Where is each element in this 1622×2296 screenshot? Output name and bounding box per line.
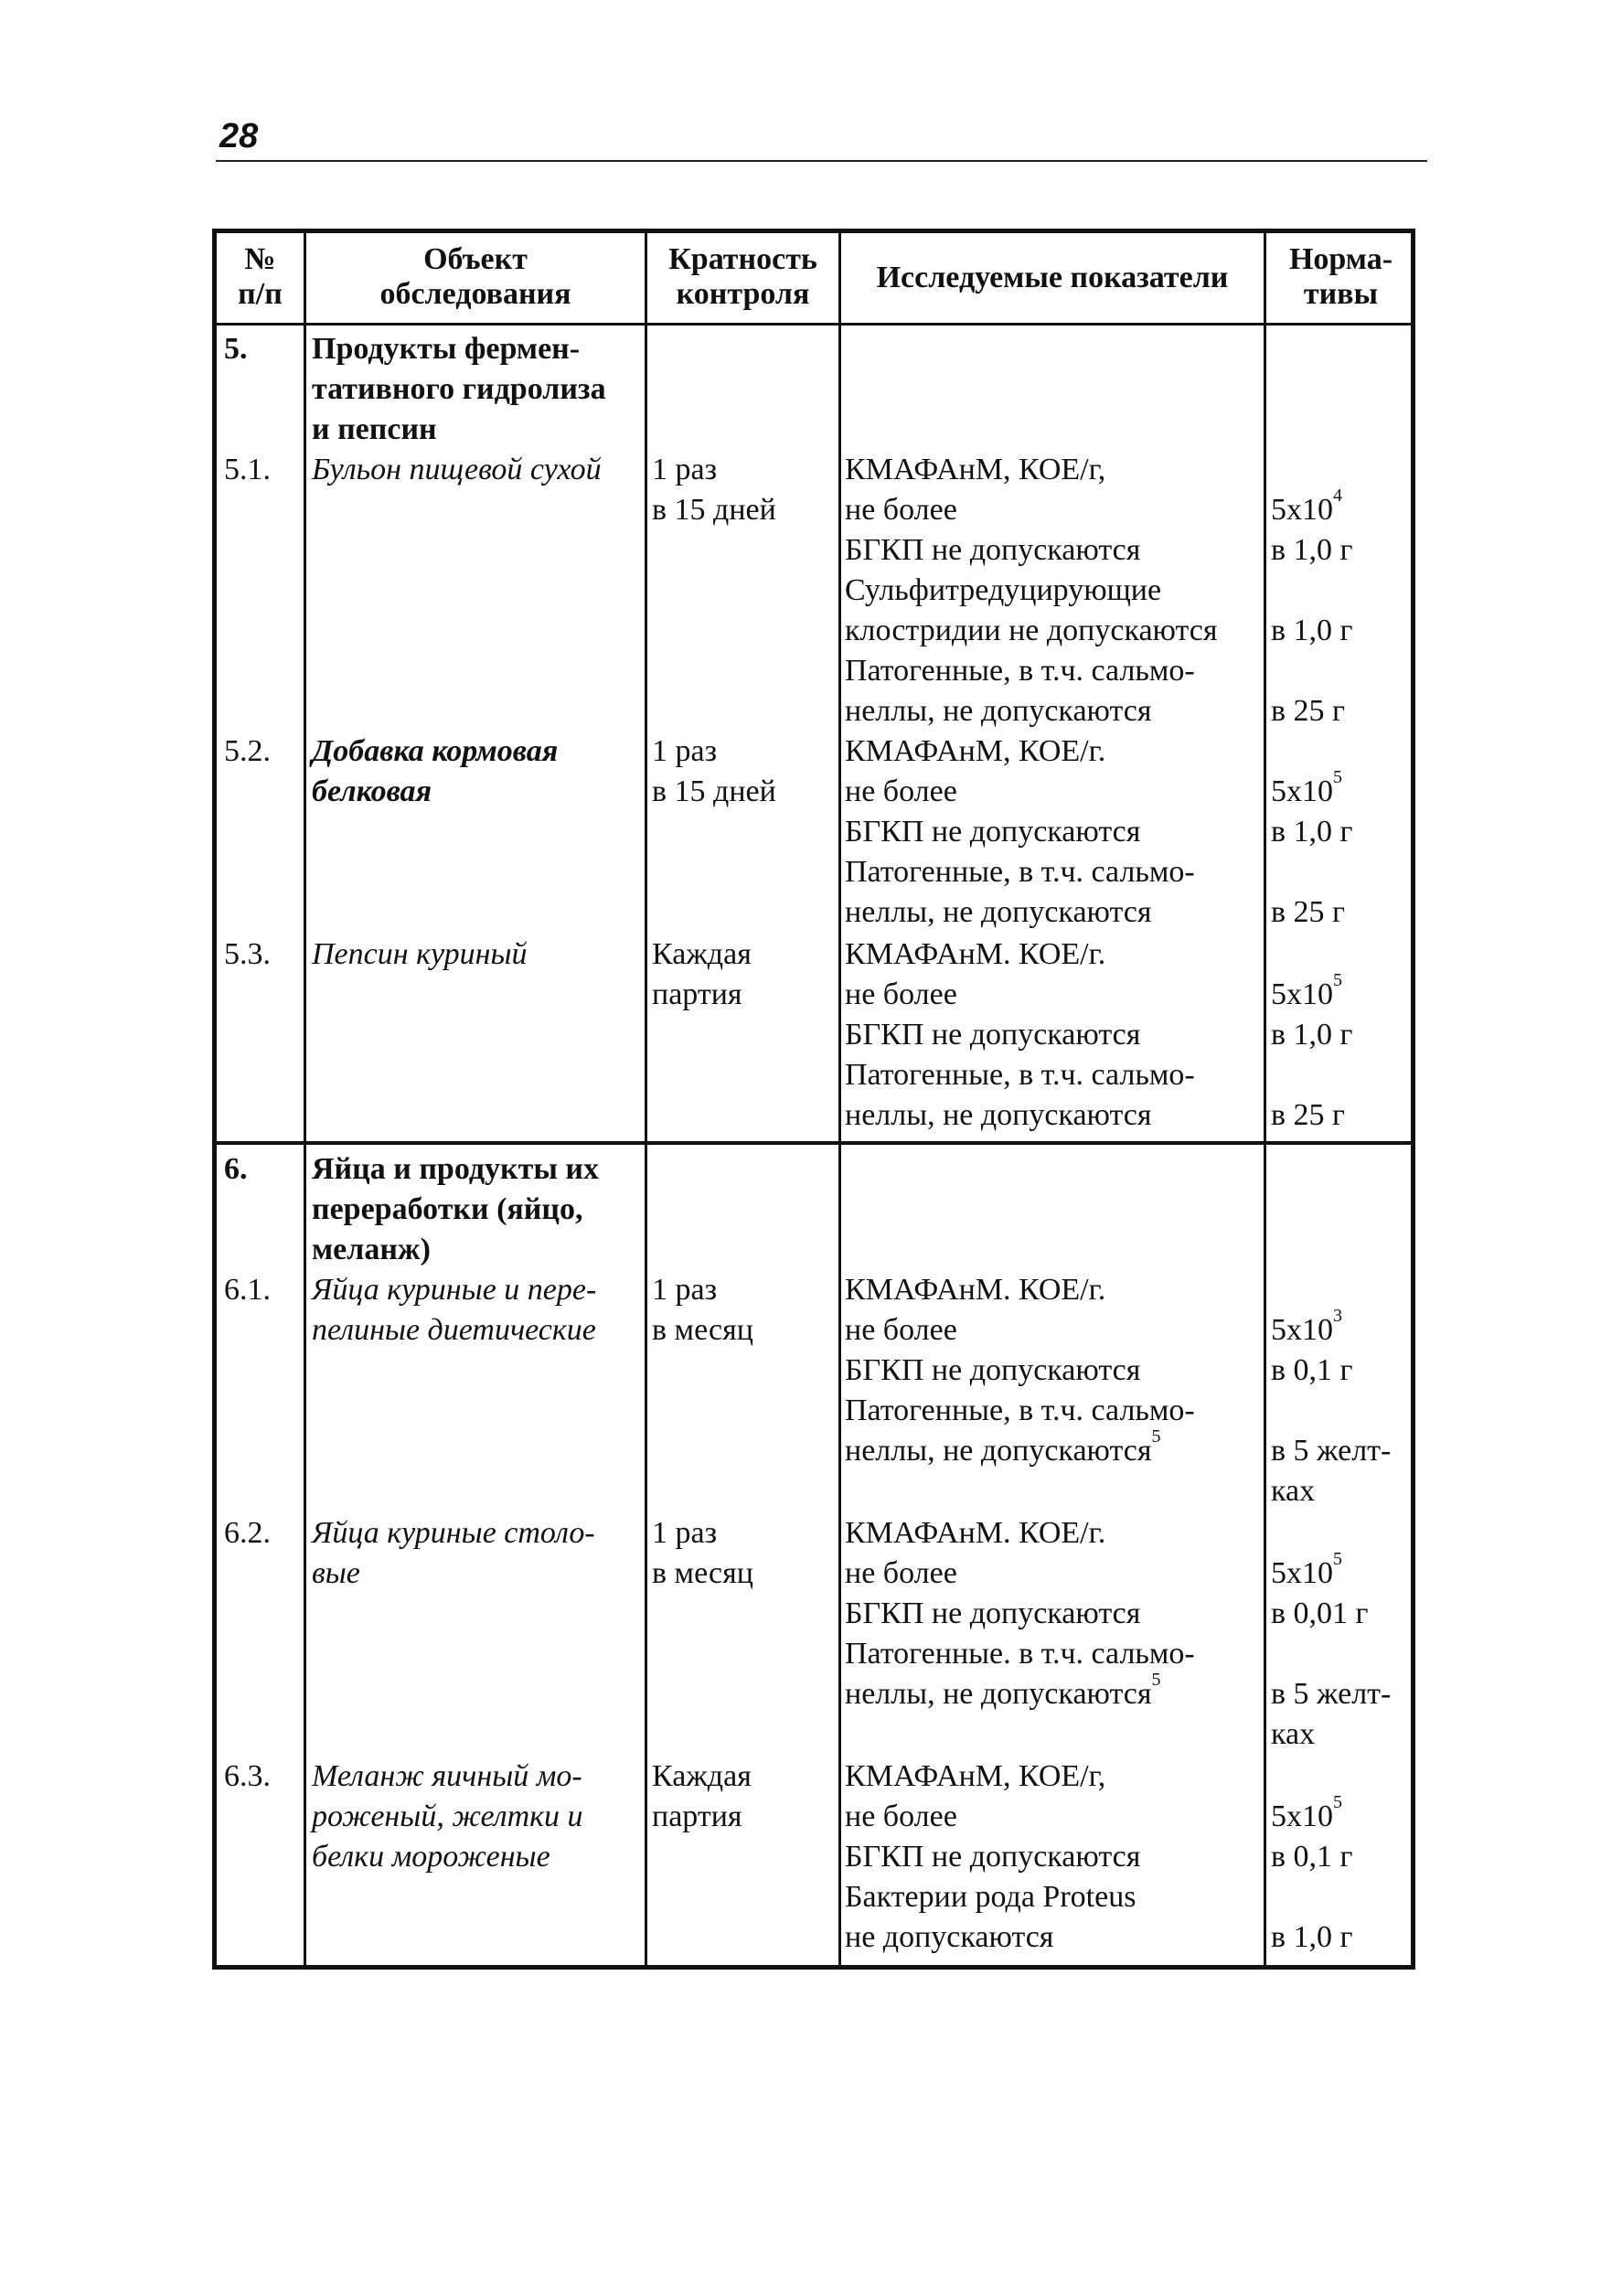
norm-value: $5x10^3$ bbox=[1271, 1306, 1342, 1347]
item-object: Бульон пищевой сухой bbox=[312, 453, 602, 486]
col-divider bbox=[1264, 233, 1266, 1965]
norm-value: в 5 желт- ках bbox=[1271, 1434, 1392, 1508]
item-num: 6.3. bbox=[224, 1759, 271, 1793]
item-indicators: КМАФАнМ. КОЕ/г. не более БГКП не допускаются Патогенные. в т.ч. сальмо- неллы, не допускаются$^5$ bbox=[845, 1516, 1195, 1711]
norm-value: в 0,1 г bbox=[1271, 1840, 1353, 1874]
norm-value: $5x10^5$ bbox=[1271, 1792, 1342, 1833]
item-frequency: 1 раз в 15 дней bbox=[652, 734, 776, 808]
col-divider bbox=[304, 233, 306, 1965]
item-object: Яйца куриные и пере- пелиные диетические bbox=[312, 1273, 597, 1347]
norm-value: $5x10^4$ bbox=[1271, 486, 1342, 527]
item-indicators: КМАФАнМ. КОЕ/г. не более БГКП не допускаются Патогенные, в т.ч. сальмо- неллы, не допускаются$^5$ bbox=[845, 1273, 1195, 1468]
norm-value: $5x10^5$ bbox=[1271, 767, 1342, 808]
header-indicators: Исследуемые показатели bbox=[876, 261, 1229, 294]
norm-value: в 1,0 г bbox=[1271, 1018, 1353, 1052]
requirements-table bbox=[212, 229, 1415, 1970]
header-object: Объект обследования bbox=[379, 242, 571, 311]
section-num: 5. bbox=[224, 332, 248, 366]
norm-value: в 5 желт- ках bbox=[1271, 1677, 1392, 1751]
item-num: 5.2. bbox=[224, 734, 271, 768]
item-frequency: 1 раз в месяц bbox=[652, 1516, 753, 1590]
item-indicators: КМАФАнМ, КОЕ/г, не более БГКП не допускаются Сульфитредуцирующие клостридии не допускаются Патогенные, в т.ч. сальмо- неллы, не допускаются bbox=[845, 453, 1218, 728]
col-divider bbox=[838, 233, 841, 1965]
section-divider bbox=[217, 1141, 1411, 1145]
item-num: 5.1. bbox=[224, 453, 271, 486]
norm-value: в 1,0 г bbox=[1271, 815, 1353, 849]
item-indicators: КМАФАнМ, КОЕ/г. не более БГКП не допускаются Патогенные, в т.ч. сальмо- неллы, не допускаются bbox=[845, 734, 1195, 929]
section-title: Яйца и продукты их переработки (яйцо, меланж) bbox=[312, 1152, 599, 1266]
norm-value: в 25 г bbox=[1271, 895, 1345, 929]
norm-value: в 0,01 г bbox=[1271, 1597, 1369, 1630]
col-divider bbox=[645, 233, 647, 1965]
norm-value: в 25 г bbox=[1271, 1098, 1345, 1132]
footnote-mark: 5 bbox=[1151, 1670, 1161, 1690]
item-object: Добавка кормовая белковая bbox=[312, 734, 559, 808]
header-divider bbox=[217, 323, 1411, 326]
header-rule bbox=[216, 160, 1427, 162]
item-frequency: Каждая партия bbox=[652, 937, 752, 1011]
norm-value: в 25 г bbox=[1271, 694, 1345, 728]
header-norms: Норма- тивы bbox=[1288, 242, 1393, 311]
item-num: 5.3. bbox=[224, 937, 271, 971]
norm-value: в 1,0 г bbox=[1271, 1920, 1353, 1954]
item-object: Яйца куриные столо- вые bbox=[312, 1516, 595, 1590]
section-num: 6. bbox=[224, 1152, 248, 1186]
item-indicators: КМАФАнМ, КОЕ/г, не более БГКП не допускаются Бактерии рода Proteus не допускаются bbox=[845, 1759, 1141, 1954]
page-number: 28 bbox=[219, 117, 259, 155]
item-object: Меланж яичный мо- роженый, желтки и белки мороженые bbox=[312, 1759, 583, 1874]
item-indicators: КМАФАнМ. КОЕ/г. не более БГКП не допускаются Патогенные, в т.ч. сальмо- неллы, не допускаются bbox=[845, 937, 1195, 1132]
norm-value: $5x10^5$ bbox=[1271, 1549, 1342, 1590]
item-frequency: 1 раз в месяц bbox=[652, 1273, 753, 1347]
norm-value: в 1,0 г bbox=[1271, 533, 1353, 567]
footnote-mark: 5 bbox=[1151, 1426, 1161, 1447]
norm-value: $5x10^5$ bbox=[1271, 970, 1342, 1011]
header-num: № п/п bbox=[238, 242, 283, 311]
header-frequency: Кратность контроля bbox=[668, 242, 817, 311]
item-frequency: 1 раз в 15 дней bbox=[652, 453, 776, 527]
item-num: 6.1. bbox=[224, 1273, 271, 1307]
item-object: Пепсин куриный bbox=[312, 937, 528, 971]
section-title: Продукты фермен- тативного гидролиза и пепсин bbox=[312, 332, 606, 446]
item-frequency: Каждая партия bbox=[652, 1759, 752, 1833]
norm-value: в 1,0 г bbox=[1271, 614, 1353, 647]
item-num: 6.2. bbox=[224, 1516, 271, 1550]
norm-value: в 0,1 г bbox=[1271, 1353, 1353, 1387]
